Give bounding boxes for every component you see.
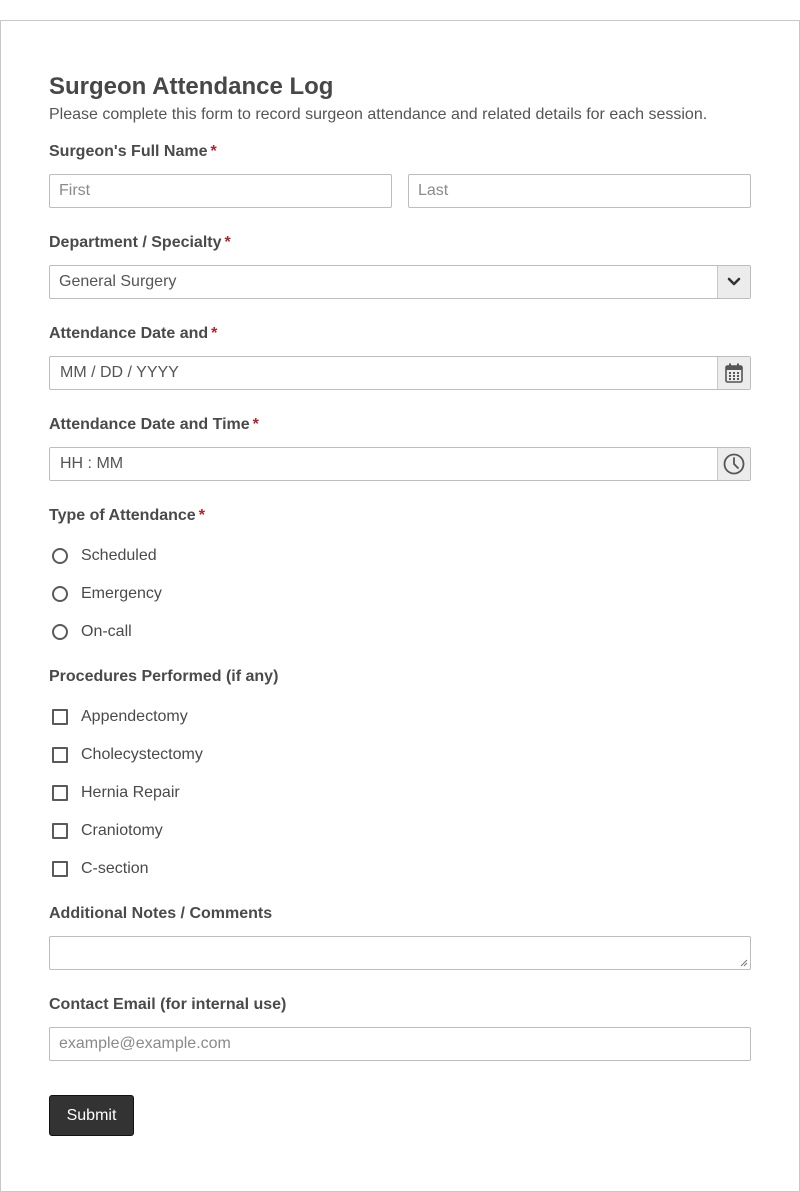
resize-grip-icon[interactable] xyxy=(740,959,748,967)
radio-button[interactable] xyxy=(52,586,68,602)
checkbox[interactable] xyxy=(52,861,68,877)
notes-label: Additional Notes / Comments xyxy=(49,905,273,922)
calendar-icon[interactable] xyxy=(717,357,750,389)
chevron-down-icon[interactable] xyxy=(717,266,750,298)
radio-button[interactable] xyxy=(52,548,68,564)
form-card xyxy=(0,20,800,1192)
department-selected-value: General Surgery xyxy=(59,273,177,290)
checkbox[interactable] xyxy=(52,823,68,839)
email-label: Contact Email (for internal use) xyxy=(49,996,287,1013)
clock-icon[interactable] xyxy=(717,448,750,480)
time-label-text: Attendance Date and Time xyxy=(49,416,250,433)
last-name-input[interactable] xyxy=(408,174,751,208)
date-label-text: Attendance Date and xyxy=(49,325,209,342)
time-input-text: HH : MM xyxy=(60,455,124,472)
radio-label: Emergency xyxy=(81,585,162,602)
date-input-text: MM / DD / YYYY xyxy=(60,364,179,381)
department-label xyxy=(49,233,231,253)
date-label xyxy=(49,324,217,344)
email-field[interactable] xyxy=(49,1027,751,1061)
department-select[interactable] xyxy=(49,265,751,299)
radio-button[interactable] xyxy=(52,624,68,640)
required-mark: * xyxy=(198,507,205,524)
checkbox[interactable] xyxy=(52,747,68,763)
checkbox-label: Hernia Repair xyxy=(81,784,180,801)
form-description: Please complete this form to record surgeon attendance and related details for each session. xyxy=(49,106,708,123)
time-input[interactable] xyxy=(49,447,751,481)
required-mark: * xyxy=(224,234,231,251)
time-label xyxy=(49,415,259,435)
checkbox[interactable] xyxy=(52,785,68,801)
radio-label: On-call xyxy=(81,623,132,640)
required-mark: * xyxy=(252,416,259,433)
date-input[interactable] xyxy=(49,356,751,390)
department-label-text: Department / Specialty xyxy=(49,234,222,251)
name-label-text: Surgeon's Full Name xyxy=(49,143,208,160)
required-mark: * xyxy=(211,325,218,342)
checkbox-label: Cholecystectomy xyxy=(81,746,203,763)
submit-button[interactable]: Submit xyxy=(49,1095,134,1136)
procedures-label: Procedures Performed (if any) xyxy=(49,668,279,685)
notes-textarea[interactable] xyxy=(49,936,751,970)
page-title: Surgeon Attendance Log xyxy=(49,73,334,100)
checkbox-label: C-section xyxy=(81,860,149,877)
first-name-input[interactable] xyxy=(49,174,392,208)
required-mark: * xyxy=(210,143,217,160)
checkbox[interactable] xyxy=(52,709,68,725)
checkbox-label: Craniotomy xyxy=(81,822,163,839)
attendance-type-label xyxy=(49,506,205,526)
attendance-type-label-text: Type of Attendance xyxy=(49,507,196,524)
checkbox-label: Appendectomy xyxy=(81,708,188,725)
radio-label: Scheduled xyxy=(81,547,157,564)
name-label xyxy=(49,142,217,162)
